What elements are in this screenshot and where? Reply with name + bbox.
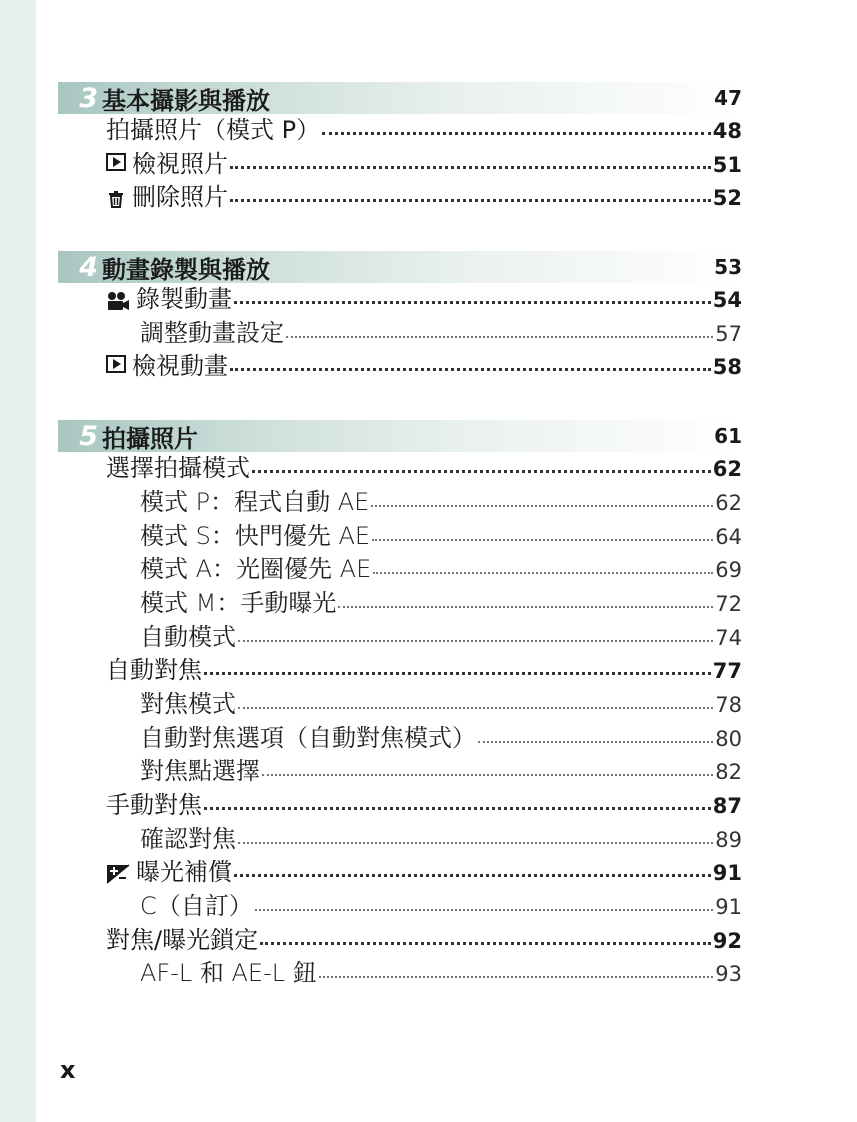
dot-leader [322, 132, 711, 135]
toc-entry-label: 錄製動畫 [136, 285, 232, 314]
toc-entry[interactable] [58, 553, 742, 587]
dot-leader [338, 606, 713, 608]
toc-entry-label-wrap [106, 114, 320, 148]
toc-entry[interactable] [58, 924, 742, 958]
toc-entry-label: 檢視動畫 [132, 352, 228, 381]
toc-entry-label-wrap [106, 924, 258, 958]
dot-leader [262, 774, 713, 776]
toc-entry-label-wrap [140, 520, 370, 554]
toc-entry-page-number: 54 [712, 288, 742, 313]
toc-entry-label: 選擇拍攝模式 [106, 454, 250, 483]
dot-leader [373, 572, 713, 574]
toc-entry-label-wrap [106, 452, 250, 486]
dot-leader [255, 909, 714, 911]
toc-entry[interactable] [58, 688, 742, 722]
dot-leader [238, 707, 713, 709]
toc-entry[interactable] [58, 722, 742, 756]
toc-entry-label-wrap [106, 350, 228, 384]
dot-leader [234, 301, 711, 304]
dot-leader [230, 166, 711, 169]
toc-entry-page-number: 80 [715, 726, 742, 751]
chapter-title: 拍攝照片 [102, 424, 198, 453]
toc-entry-page-number: 62 [715, 490, 742, 515]
dot-leader [238, 842, 713, 844]
toc-entry[interactable] [58, 114, 742, 148]
dot-leader [371, 505, 713, 507]
toc-entry-page-number: 87 [712, 794, 742, 818]
chapter-title: 動畫錄製與播放 [102, 255, 270, 284]
toc-entry-label: 自動對焦 [106, 656, 202, 685]
section-header[interactable] [58, 251, 742, 283]
toc-entry[interactable] [58, 317, 742, 351]
toc-entry[interactable] [58, 890, 742, 924]
dot-leader [238, 640, 713, 642]
toc-entry[interactable] [58, 181, 742, 215]
toc-entry-label-wrap [140, 755, 260, 789]
dot-leader [286, 336, 713, 338]
play-icon [106, 153, 126, 171]
toc-section [58, 420, 742, 991]
toc-entry-page-number: 77 [712, 659, 742, 684]
dot-leader [372, 539, 713, 541]
toc-entry-page-number: 89 [715, 827, 742, 852]
toc-entry[interactable] [58, 452, 742, 486]
toc-entry-label: 對焦/曝光鎖定 [106, 925, 259, 954]
chapter-number: 5 [79, 420, 98, 452]
table-of-contents [58, 82, 742, 1027]
toc-section [58, 82, 742, 215]
toc-entry-label: 手動對焦 [106, 791, 202, 819]
play-icon [106, 355, 126, 373]
chapter-page-number: 47 [714, 86, 742, 110]
chapter-page-number: 53 [714, 255, 742, 280]
toc-entry-page-number: 62 [712, 457, 742, 482]
toc-entry-label: 自動模式 [140, 622, 236, 651]
toc-entry-label: 模式 M：手動曝光 [140, 588, 337, 617]
dot-leader [252, 470, 711, 473]
dot-leader [204, 807, 711, 810]
toc-entry-label-wrap [140, 957, 317, 991]
toc-entry[interactable] [58, 283, 742, 317]
toc-entry[interactable] [58, 350, 742, 384]
toc-entry[interactable] [58, 789, 742, 823]
chapter-number: 4 [79, 251, 98, 283]
exposure-compensation-icon [106, 860, 130, 880]
section-header[interactable] [58, 82, 742, 114]
toc-entry-label-wrap [140, 890, 253, 924]
toc-entry-label-wrap [140, 317, 284, 351]
chapter-page-number: 61 [714, 424, 742, 449]
toc-entry[interactable] [58, 856, 742, 890]
toc-entry[interactable] [58, 621, 742, 655]
toc-entry-page-number: 64 [715, 524, 742, 549]
toc-entry-label-wrap [140, 587, 336, 621]
dot-leader [478, 741, 713, 743]
section-header[interactable] [58, 420, 742, 452]
toc-entry-label: 拍攝照片（模式 P） [106, 116, 321, 144]
toc-entry-page-number: 91 [715, 895, 742, 920]
toc-entry-label: 檢視照片 [132, 149, 228, 178]
toc-entry-label: 對焦點選擇 [140, 757, 260, 786]
toc-entry-page-number: 93 [715, 962, 742, 987]
toc-entry-page-number: 82 [715, 760, 742, 785]
toc-entry-label: AF-L 和 AE-L 鈕 [140, 959, 317, 988]
toc-entry-label-wrap [106, 789, 202, 823]
toc-entry-page-number: 52 [712, 186, 742, 211]
toc-entry[interactable] [58, 823, 742, 857]
dot-leader [230, 199, 711, 202]
dot-leader [319, 976, 714, 978]
toc-entry-label-wrap [140, 621, 236, 655]
toc-entry-label-wrap [140, 722, 476, 756]
toc-entry-page-number: 69 [715, 558, 742, 583]
toc-entry[interactable] [58, 520, 742, 554]
chapter-number: 3 [79, 82, 98, 114]
toc-entry-label: 確認對焦 [140, 824, 236, 853]
toc-entry-page-number: 74 [715, 625, 742, 650]
trash-icon [106, 185, 126, 205]
toc-entry-page-number: 78 [715, 692, 742, 717]
toc-entry-label: 曝光補償 [136, 858, 232, 887]
movie-camera-icon [106, 287, 130, 307]
toc-entry-label: 刪除照片 [132, 183, 228, 212]
toc-entry-label: 對焦模式 [140, 689, 236, 718]
toc-entry-label-wrap [106, 283, 232, 317]
toc-entry[interactable] [58, 654, 742, 688]
toc-entry[interactable] [58, 755, 742, 789]
dot-leader [204, 672, 711, 675]
toc-entry[interactable] [58, 957, 742, 991]
toc-entry-page-number: 91 [712, 861, 742, 886]
toc-entry-page-number: 92 [712, 928, 742, 953]
toc-entry-label-wrap [140, 823, 236, 857]
toc-entry-page-number: 72 [715, 591, 742, 616]
toc-entry-label-wrap [140, 688, 236, 722]
toc-entry-label-wrap [106, 181, 228, 215]
toc-entry-page-number: 51 [712, 152, 742, 177]
toc-entry[interactable] [58, 148, 742, 182]
toc-entry-label: 模式 A：光圈優先 AE [140, 555, 372, 584]
toc-entry-label-wrap [140, 486, 369, 520]
toc-entry-page-number: 58 [712, 355, 742, 380]
dot-leader [234, 874, 711, 877]
toc-entry-label: 模式 S：快門優先 AE [140, 521, 371, 550]
chapter-title: 基本攝影與播放 [102, 86, 270, 115]
toc-entry-label: 自動對焦選項（自動對焦模式） [140, 723, 476, 752]
toc-entry-label-wrap [140, 553, 371, 587]
dot-leader [260, 942, 711, 945]
page-number: x [60, 1056, 76, 1084]
toc-entry-label: 調整動畫設定 [140, 318, 284, 347]
toc-entry-page-number: 57 [715, 321, 742, 346]
toc-entry-label: 模式 P：程式自動 AE [140, 487, 370, 516]
toc-section [58, 251, 742, 384]
toc-entry-label-wrap [106, 148, 228, 182]
toc-entry-page-number: 48 [712, 119, 742, 143]
left-margin-strip [0, 0, 36, 1122]
toc-entry[interactable] [58, 587, 742, 621]
toc-entry-label: C（自訂） [140, 892, 253, 921]
toc-entry[interactable] [58, 486, 742, 520]
dot-leader [230, 368, 711, 371]
toc-entry-label-wrap [106, 654, 202, 688]
toc-entry-label-wrap [106, 856, 232, 890]
